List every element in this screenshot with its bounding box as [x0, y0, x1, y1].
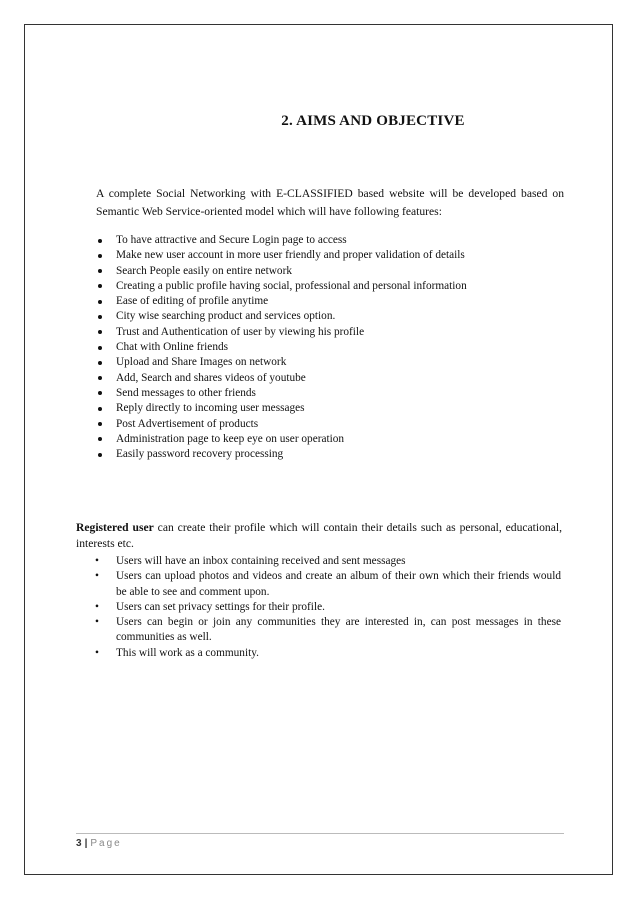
page-footer: [76, 838, 122, 849]
list-item: Ease of editing of profile anytime: [96, 294, 566, 309]
registered-user-text: can create their profile which will contain their details such as personal, educational, interests etc.: [76, 521, 562, 550]
list-item: To have attractive and Secure Login page to access: [96, 233, 566, 248]
registered-user-lead: Registered user: [76, 521, 154, 534]
section-heading: [0, 113, 638, 130]
list-item: Search People easily on entire network: [96, 264, 566, 279]
list-item: • Users can begin or join any communities they are interested in, can post messages in these communities as well.: [95, 615, 561, 646]
list-item: Administration page to keep eye on user operation: [96, 432, 566, 447]
list-item: Chat with Online friends: [96, 340, 566, 355]
list-item: Reply directly to incoming user messages: [96, 401, 566, 416]
list-item: Add, Search and shares videos of youtube: [96, 371, 566, 386]
list-item: City wise searching product and services option.: [96, 309, 566, 324]
list-item: Easily password recovery processing: [96, 447, 566, 462]
list-item: • Users can set privacy settings for their profile.: [95, 600, 561, 615]
list-item: • Users can upload photos and videos and create an album of their own which their friends would be able to see and comment upon.: [95, 569, 561, 600]
footer-divider: [76, 833, 564, 834]
list-item: • This will work as a community.: [95, 646, 561, 661]
page-label: Page: [90, 838, 122, 849]
section-heading-text: 2. AIMS AND OBJECTIVE: [281, 113, 465, 129]
features-list: [96, 233, 566, 462]
list-item: Trust and Authentication of user by viewing his profile: [96, 325, 566, 340]
intro-paragraph: A complete Social Networking with E-CLASSIFIED based website will be developed based on Semantic Web Service-oriented model which will have following features:: [96, 187, 564, 218]
registered-user-paragraph: [76, 520, 562, 552]
registered-user-list: [95, 554, 561, 661]
list-item: Make new user account in more user friendly and proper validation of details: [96, 248, 566, 263]
list-item: • Users will have an inbox containing received and sent messages: [95, 554, 561, 569]
list-item: Upload and Share Images on network: [96, 355, 566, 370]
footer-separator: |: [84, 838, 88, 849]
list-item: Post Advertisement of products: [96, 417, 566, 432]
list-item: Send messages to other friends: [96, 386, 566, 401]
page-number: 3: [76, 838, 82, 849]
list-item: Creating a public profile having social, professional and personal information: [96, 279, 566, 294]
